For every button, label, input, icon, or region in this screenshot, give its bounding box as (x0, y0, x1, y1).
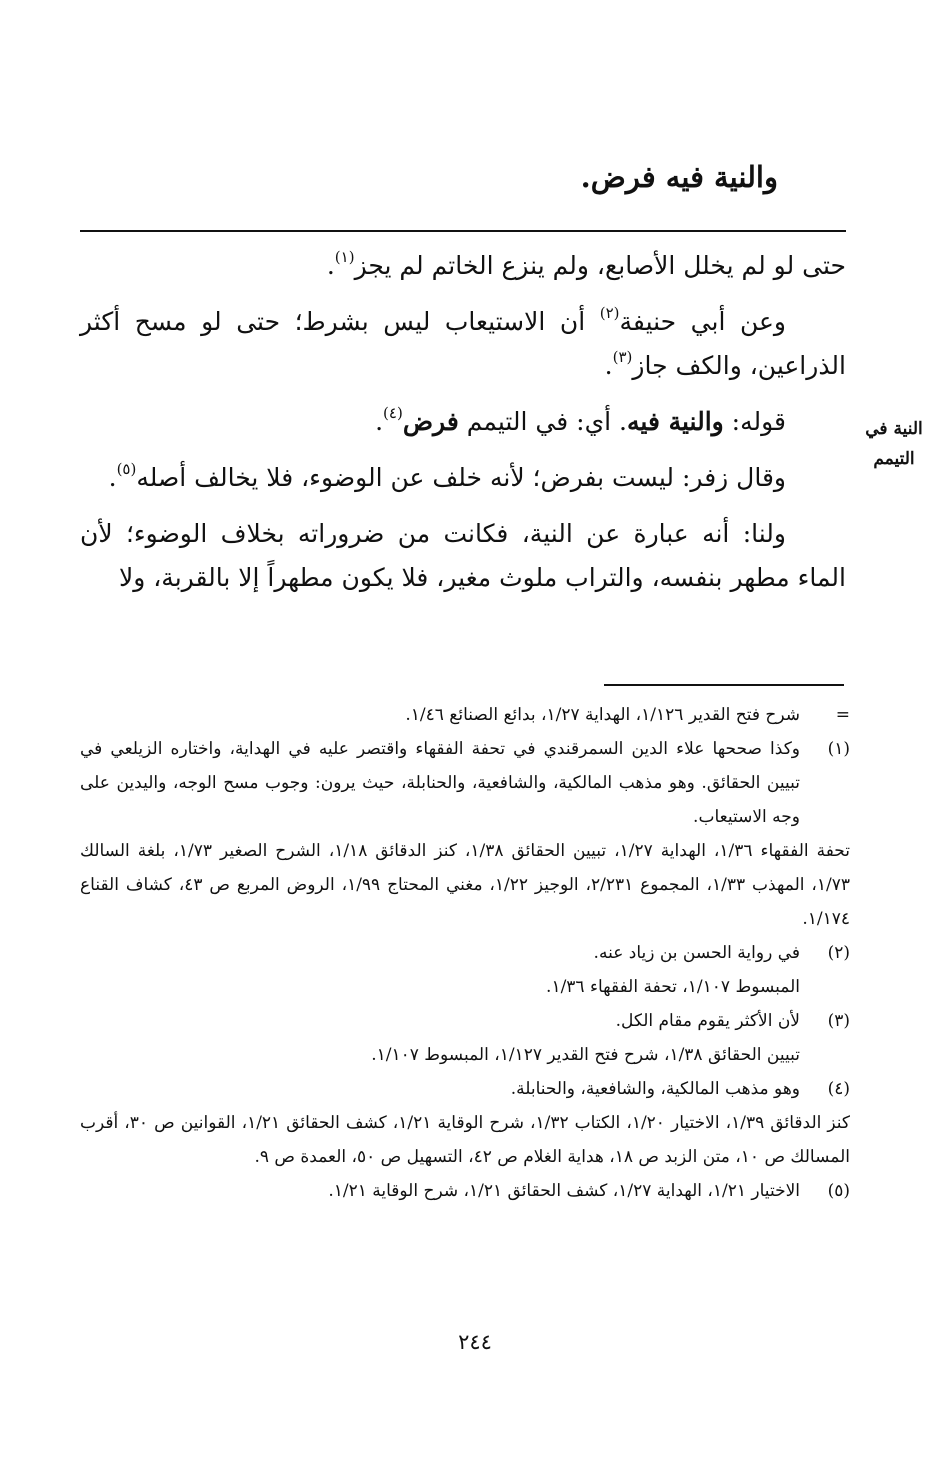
footnote-3: (٣) لأن الأكثر يقوم مقام الكل. تبيين الحقائق ١/٣٨، شرح فتح القدير ١/١٢٧، المبسوط ١/١٠٧. (80, 1004, 850, 1072)
footnote-2: (٢) في رواية الحسن بن زياد عنه. المبسوط ١/١٠٧، تحفة الفقهاء ١/٣٦. (80, 936, 850, 1004)
footnote-number: (٤) (827, 1079, 850, 1099)
footnote-4: (٤) وهو مذهب المالكية، والشافعية، والحنابلة. (80, 1072, 850, 1106)
footnote-number: (٢) (827, 943, 850, 963)
footnote-4-references: كنز الدقائق ١/٣٩، الاختيار ١/٢٠، الكتاب ١/٣٢، شرح الوقاية ١/٢١، كشف الحقائق ١/٢١، القوانين ص ٣٠، أقرب المسالك ص ١٠، متن الزبد ص ١٨، هداية الغلام ص ٤٢، التسهيل ص ٥٠، العمدة ص ٩. (80, 1113, 851, 1167)
page-number: ٢٤٤ (458, 1330, 492, 1354)
footnote-number: (٣) (827, 1011, 850, 1031)
paragraph-2: وعن أبي حنيفة$^{(٢)}$ أن الاستيعاب ليس بشرط؛ حتى لو مسح أكثر الذراعين، والكف جاز$^{(٣)}$. (80, 304, 846, 380)
footnote-continued: = شرح فتح القدير ١/١٢٦، الهداية ١/٢٧، بدائع الصنائع ١/٤٦. (80, 698, 850, 732)
footnote-5: (٥) الاختيار ١/٢١، الهداية ١/٢٧، كشف الحقائق ١/٢١، شرح الوقاية ١/٢١. (80, 1174, 850, 1208)
margin-note: النية في التيمم (865, 419, 923, 469)
quoted-term: والنية فيه (627, 407, 724, 436)
paragraph-1: حتى لو لم يخلل الأصابع، ولم ينزع الخاتم لم يجز$^{(١)}$. (326, 248, 846, 280)
footnote-ref-3[interactable]: (٣) (612, 348, 633, 366)
main-text (80, 244, 846, 612)
continuation-marker: = (835, 705, 850, 725)
footnote-1: (١) وكذا صححها علاء الدين السمرقندي في تحفة الفقهاء واقتصر عليه في الهداية، واختاره الزيلعي في تبيين الحقائق. وهو مذهب المالكية، والشافعية، والحنابلة، حيث يرون: وجوب مسح الوجه، واليدين على وجه الاستيعاب. (80, 732, 850, 834)
footnote-ref-2[interactable]: (٢) (599, 304, 620, 322)
section-heading: والنية فيه فرض. (580, 160, 778, 194)
paragraph-3: قوله: والنية فيه. أي: في التيمم فرض$^{(٤)}$. (375, 404, 786, 436)
heading-divider (80, 230, 846, 232)
footnote-ref-5[interactable]: (٥) (116, 460, 137, 478)
footnote-divider (604, 684, 844, 686)
footnote-ref-1[interactable]: (١) (334, 248, 355, 266)
footnote-1-references: تحفة الفقهاء ١/٣٦، الهداية ١/٢٧، تبيين الحقائق ١/٣٨، كنز الدقائق ١/١٨، الشرح الصغير ١/٧٣، بلغة السالك ١/٧٣، المهذب ١/٣٣، المجموع ٢/٢٣١، الوجيز ١/٢٢، مغني المحتاج ١/٩٩، الروض المربع ص ٤٣، كشاف القناع ١/١٧٤. (80, 841, 851, 929)
footnotes (80, 698, 850, 1208)
footnote-ref-4[interactable]: (٤) (383, 404, 403, 422)
quoted-term-obligation: فرض (402, 407, 459, 436)
footnote-number: (١) (827, 739, 850, 759)
paragraph-5: ولنا: أنه عبارة عن النية، فكانت من ضروراته بخلاف الوضوء؛ لأن الماء مطهر بنفسه، والتراب ملوث مغير، فلا يكون مطهراً إلا بالقربة، ولا (80, 519, 846, 592)
footnote-number: (٥) (827, 1181, 850, 1201)
paragraph-4: وقال زفر: ليست بفرض؛ لأنه خلف عن الوضوء، فلا يخالف أصله$^{(٥)}$. (108, 460, 786, 492)
